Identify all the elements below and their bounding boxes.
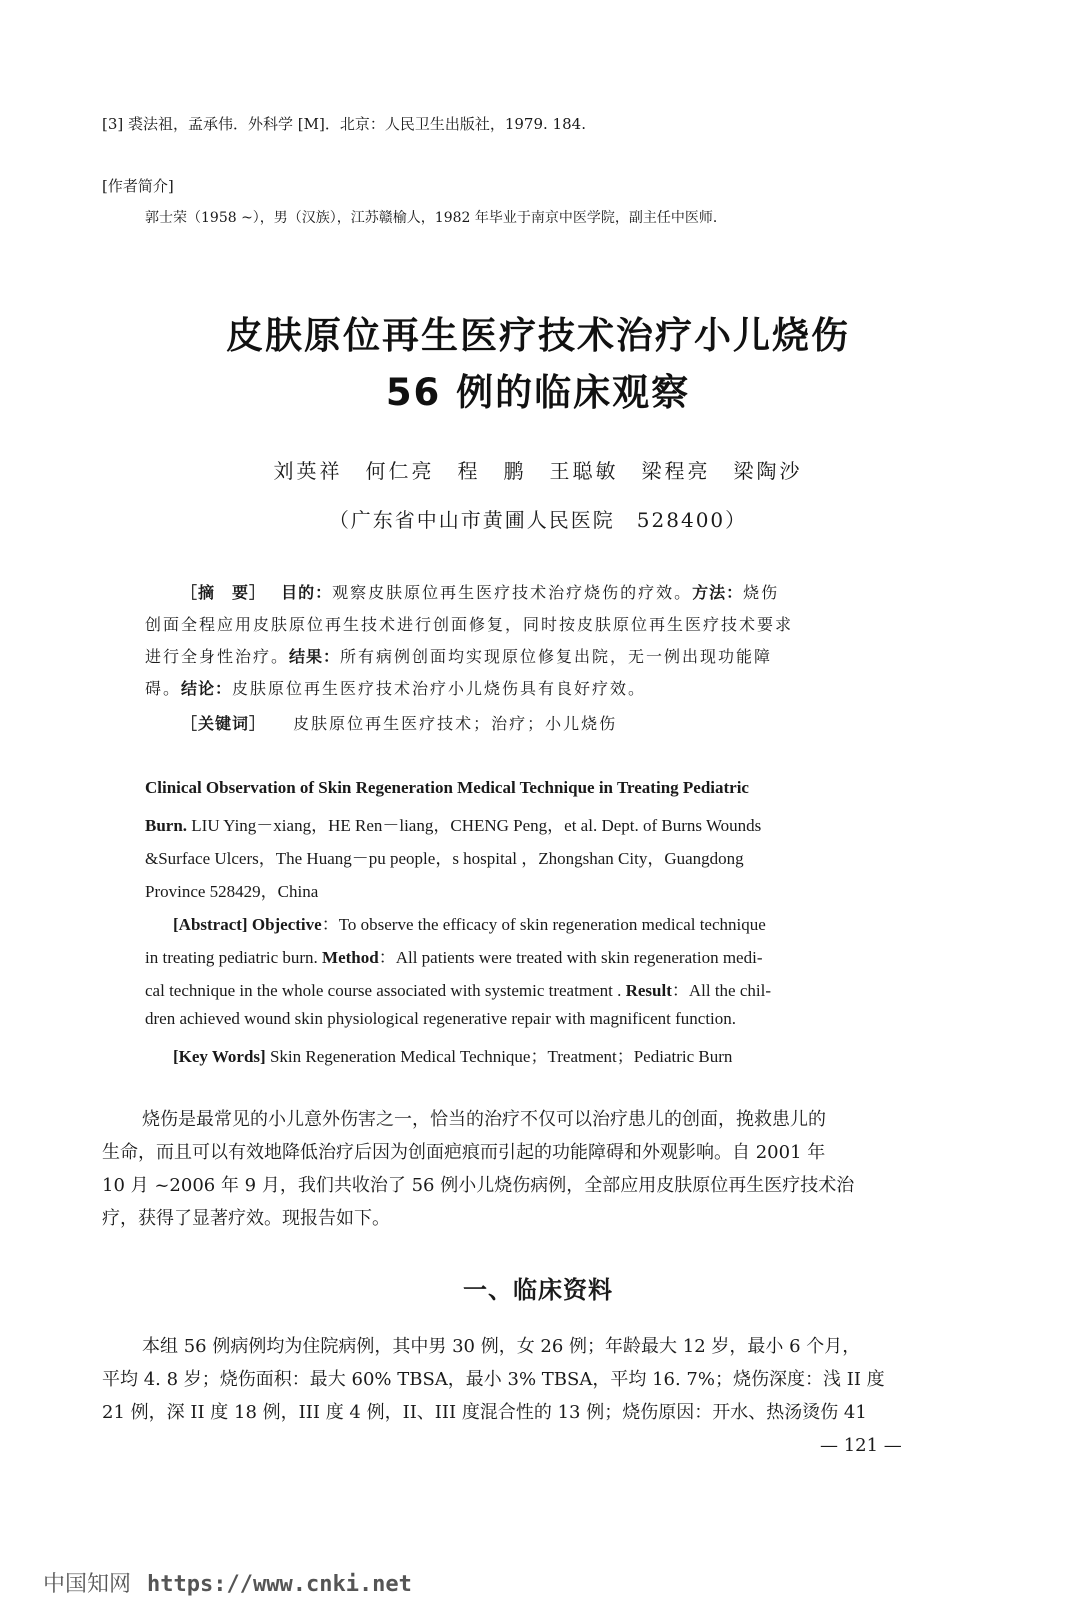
en-authors-a: LIU Ying－xiang，HE Ren－liang，CHENG Peng，et al. Dept. of Burns Wounds bbox=[187, 816, 762, 835]
result-label: 结果： bbox=[289, 647, 341, 666]
en-result-label: Result bbox=[625, 981, 672, 1000]
en-result-a: ：All the chil- bbox=[671, 981, 772, 1000]
en-abstract-label: [Abstract] bbox=[173, 915, 248, 934]
method-text-c: 进行全身性治疗。 bbox=[145, 647, 290, 666]
paper-title-line1: 皮肤原位再生医疗技术治疗小儿烧伤 bbox=[226, 314, 850, 357]
author-bio-heading: [作者简介] bbox=[102, 177, 174, 195]
author-list: 刘英祥 何仁亮 程 鹏 王聪敏 梁程亮 梁陶沙 bbox=[273, 459, 803, 483]
en-method-b: cal technique in the whole course associated with systemic treatment . bbox=[145, 981, 626, 1000]
en-authors-line2: &Surface Ulcers，The Huang－pu people，s hospital ，Zhongshan City，Guangdong bbox=[145, 849, 744, 868]
en-method-a: ：All patients were treated with skin regeneration medi- bbox=[378, 948, 763, 967]
en-title-line1 bbox=[145, 778, 749, 798]
watermark-site: 中国知网 bbox=[43, 1572, 132, 1597]
en-title-b: Burn. bbox=[145, 816, 188, 835]
en-objective-a: ：To observe the efficacy of skin regeneration medical technique bbox=[321, 915, 766, 934]
author-bio-text: 郭士荣（1958 ~），男（汉族），江苏赣榆人，1982 年毕业于南京中医学院，副主任中医师． bbox=[145, 210, 727, 226]
en-title-line2 bbox=[145, 811, 761, 836]
en-abstract-line1 bbox=[173, 910, 766, 935]
en-objective-label: Objective bbox=[251, 915, 322, 934]
objective-label: 目的： bbox=[281, 583, 333, 602]
affiliation: （广东省中山市黄圃人民医院 528400） bbox=[328, 508, 748, 532]
page-number: — 121 — bbox=[820, 1435, 902, 1456]
clinical-line1: 本组 56 例病例均为住院病例，其中男 30 例，女 26 例；年龄最大 12 岁，最小 6 个月， bbox=[142, 1336, 861, 1357]
result-text-a: 所有病例创面均实现原位修复出院，无一例出现功能障 bbox=[340, 647, 773, 666]
abstract-zh-line2: 创面全程应用皮肤原位再生技术进行创面修复，同时按皮肤原位再生医疗技术要求 bbox=[145, 615, 794, 634]
conclusion-label: 结论： bbox=[181, 679, 233, 698]
en-method-label: Method bbox=[322, 948, 379, 967]
keywords-text: 皮肤原位再生医疗技术；治疗；小儿烧伤 bbox=[293, 714, 618, 733]
en-keywords-text: Skin Regeneration Medical Technique；Treatment；Pediatric Burn bbox=[265, 1047, 733, 1066]
intro-line1: 烧伤是最常见的小儿意外伤害之一，恰当的治疗不仅可以治疗患儿的创面，挽救患儿的 bbox=[142, 1109, 826, 1130]
abstract-zh-line4 bbox=[145, 676, 646, 699]
conclusion-text: 皮肤原位再生医疗技术治疗小儿烧伤具有良好疗效。 bbox=[232, 679, 647, 698]
abstract-label: ［摘 要］ bbox=[181, 583, 267, 602]
paper-title-line2: 56 例的临床观察 bbox=[385, 371, 691, 414]
keywords-label: ［关键词］ bbox=[181, 714, 267, 733]
intro-line3: 10 月 ~2006 年 9 月，我们共收治了 56 例小儿烧伤病例，全部应用皮肤原位再生医疗技术治 bbox=[102, 1175, 855, 1196]
section-heading: 一、临床资料 bbox=[463, 1276, 613, 1304]
en-keywords-line bbox=[173, 1042, 732, 1067]
cnki-watermark bbox=[43, 1567, 412, 1598]
intro-line4: 疗，获得了显著疗效。现报告如下。 bbox=[102, 1208, 390, 1229]
keywords-zh-line bbox=[181, 711, 617, 734]
en-keywords-label: [Key Words] bbox=[173, 1047, 266, 1066]
en-abstract-line2 bbox=[145, 943, 763, 968]
clinical-line2: 平均 4. 8 岁；烧伤面积：最大 60% TBSA，最小 3% TBSA，平均 16. 7%；烧伤深度：浅 II 度 bbox=[102, 1369, 885, 1390]
en-title-a: Clinical Observation of Skin Regeneration Medical Technique in Treating Pediatric bbox=[145, 778, 749, 797]
abstract-zh-line1 bbox=[181, 580, 779, 603]
en-objective-b: in treating pediatric burn. bbox=[145, 948, 323, 967]
intro-line2: 生命，而且可以有效地降低治疗后因为创面疤痕而引起的功能障碍和外观影响。自 2001 年 bbox=[102, 1142, 826, 1163]
watermark-url: https://www.cnki.net bbox=[147, 1572, 412, 1597]
method-text-a: 烧伤 bbox=[743, 583, 780, 602]
objective-text: 观察皮肤原位再生医疗技术治疗烧伤的疗效。 bbox=[332, 583, 693, 602]
clinical-line3: 21 例，深 II 度 18 例，III 度 4 例，II、III 度混合性的 13 例；烧伤原因：开水、热汤烫伤 41 bbox=[102, 1402, 867, 1423]
method-label: 方法： bbox=[692, 583, 744, 602]
result-text-b: 碍。 bbox=[145, 679, 182, 698]
en-abstract-line4: dren achieved wound skin physiological regenerative repair with magnificent function. bbox=[145, 1009, 737, 1028]
abstract-zh-line3 bbox=[145, 644, 772, 667]
en-authors-line3: Province 528429，China bbox=[145, 882, 319, 901]
en-abstract-line3 bbox=[145, 976, 771, 1001]
reference-entry: [3] 裘法祖，孟承伟．外科学 [M]．北京：人民卫生出版社，1979. 184. bbox=[102, 115, 586, 133]
